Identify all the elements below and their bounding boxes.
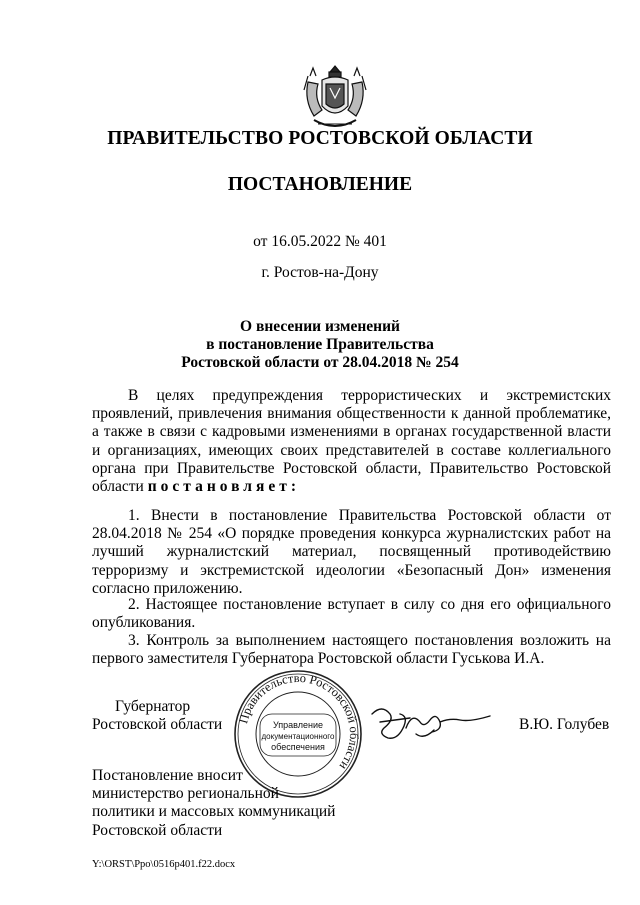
document-city: г. Ростов-на-Дону: [261, 264, 379, 281]
stamp-inner-line: обеспечения: [271, 742, 325, 752]
document-date-number: от 16.05.2022 № 401: [253, 233, 387, 250]
preamble-paragraph: [92, 387, 611, 496]
item-2-paragraph: 2. Настоящее постановление вступает в силу со дня его официального опубликования.: [92, 596, 611, 632]
stamp-ring-text: Правительство Ростовской области: [236, 670, 362, 773]
signatory-name: В.Ю. Голубев: [519, 716, 610, 733]
subject-line: О внесении изменений: [240, 318, 400, 335]
submitted-by-line: министерство региональной: [92, 785, 279, 803]
stamp-inner-line: документационного: [261, 732, 335, 741]
submitted-by-line: политики и массовых коммуникаций: [92, 803, 336, 821]
subject-line: в постановление Правительства: [206, 336, 434, 353]
handwritten-signature-icon: [368, 700, 494, 746]
document-type: ПОСТАНОВЛЕНИЕ: [227, 174, 413, 195]
document-subject: [0, 318, 640, 372]
preamble-text: В целях предупреждения террористических и экстремистских проявлений, привлечения внимания общественности к данной проблематике, а также в связи с кадровыми изменениями в органах государственной власти и организациях, имеющих своих представителей в составе коллегиального органа при Правительстве Ростовской области, Правительство Ростовской области: [92, 387, 611, 496]
submitted-by-line: Ростовской области: [92, 821, 223, 839]
item-1-paragraph: 1. Внести в постановление Правительства Ростовской области от 28.04.2018 № 254 «О порядке проведения конкурса журналистских работ на лучший журналистский материал, посвященный противодействию терроризму и экстремистской идеологии «Безопасный Дон» изменения согласно приложению.: [92, 507, 611, 597]
signatory-title: Губернатор: [115, 698, 191, 715]
coat-of-arms-icon: [300, 62, 370, 134]
submitted-by-block: [92, 767, 335, 840]
file-path-footer: Y:\ORST\Ppo\0516p401.f22.docx: [92, 859, 236, 870]
stamp-inner-line: Управление: [272, 720, 324, 730]
organization-title: ПРАВИТЕЛЬСТВО РОСТОВСКОЙ ОБЛАСТИ: [107, 128, 533, 149]
item-3-paragraph: 3. Контроль за выполнением настоящего постановления возложить на первого заместителя Губернатора Ростовской области Гуськова И.А.: [92, 632, 611, 668]
signatory-region: Ростовской области: [92, 716, 223, 733]
decree-word: постановляет:: [147, 478, 301, 496]
subject-line: Ростовской области от 28.04.2018 № 254: [181, 354, 459, 371]
submitted-by-line: Постановление вносит: [92, 767, 243, 784]
